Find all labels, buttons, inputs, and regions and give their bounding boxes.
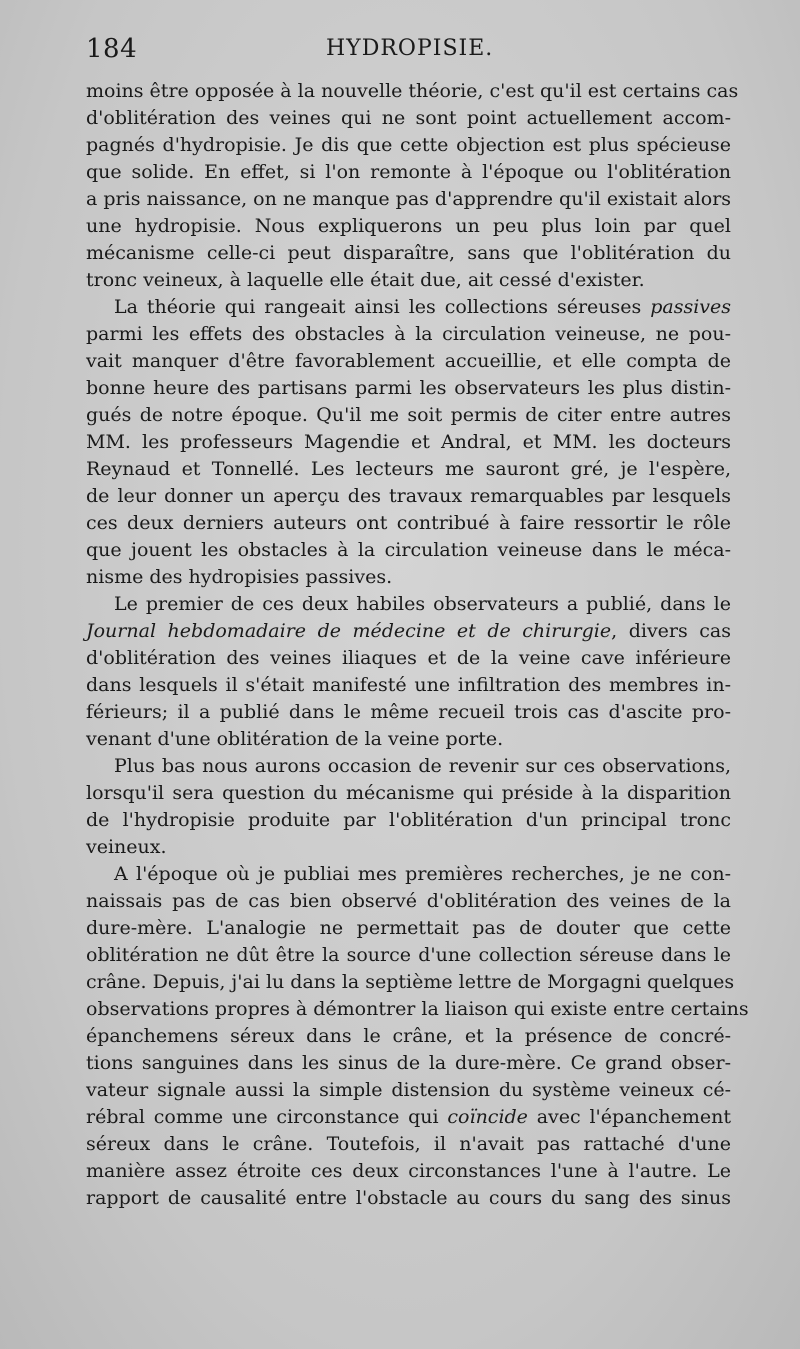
text-line: de l'hydropisie produite par l'oblitération d'un principal tronc [86, 809, 731, 831]
text-line: venant d'une oblitération de la veine porte. [86, 728, 504, 750]
text-line: crâne. Depuis, j'ai lu dans la septième lettre de Morgagni quelques [86, 971, 735, 993]
paragraph-3 [86, 591, 731, 753]
text-line: rapport de causalité entre l'obstacle au cours du sang des sinus [86, 1187, 731, 1209]
text-line: dans lesquels il s'était manifesté une infiltration des membres in- [86, 674, 731, 696]
text-line: manière assez étroite ces deux circonstances l'une à l'autre. Le [86, 1160, 731, 1182]
italic-term: passives [650, 296, 731, 318]
paragraph-1 [86, 78, 739, 294]
text-line [86, 294, 731, 321]
text-line: Plus bas nous aurons occasion de revenir sur ces observations, [114, 755, 731, 777]
text-line: que solide. En effet, si l'on remonte à l'époque ou l'oblitération [86, 161, 731, 183]
paragraph-4 [86, 753, 731, 861]
page-number: 184 [86, 34, 138, 64]
text-line: vateur signale aussi la simple distension du système veineux cé- [86, 1079, 731, 1101]
running-head: HYDROPISIE. [326, 36, 494, 61]
text-line: gués de notre époque. Qu'il me soit permis de citer entre autres [86, 404, 731, 426]
text-line: une hydropisie. Nous expliquerons un peu plus loin par quel [86, 215, 731, 237]
text-line: de leur donner un aperçu des travaux remarquables par lesquels [86, 485, 731, 507]
text-line: épanchemens séreux dans le crâne, et la présence de concré- [86, 1025, 731, 1047]
text-line: séreux dans le crâne. Toutefois, il n'avait pas rattaché d'une [86, 1133, 731, 1155]
text-line: Le premier de ces deux habiles observateurs a publié, dans le [114, 593, 731, 615]
text-line: dure-mère. L'analogie ne permettait pas de douter que cette [86, 917, 731, 939]
text-run: rébral comme une circonstance qui [86, 1106, 448, 1128]
text-line [86, 1104, 731, 1131]
paragraph-5 [86, 861, 749, 1212]
text-line: nisme des hydropisies passives. [86, 566, 393, 588]
text-run: La théorie qui rangeait ainsi les collections séreuses [114, 296, 651, 318]
text-line: férieurs; il a publié dans le même recueil trois cas d'ascite pro- [86, 701, 731, 723]
text-line: vait manquer d'être favorablement accueillie, et elle compta de [86, 350, 731, 372]
paragraph-2 [86, 294, 731, 591]
text-line: d'oblitération des veines qui ne sont point actuellement accom- [86, 107, 731, 129]
text-run: avec l'épanchement [527, 1106, 731, 1128]
text-line: observations propres à démontrer la liaison qui existe entre certains [86, 998, 749, 1020]
text-line: a pris naissance, on ne manque pas d'apprendre qu'il existait alors [86, 188, 732, 210]
text-line: moins être opposée à la nouvelle théorie, c'est qu'il est certains cas [86, 80, 739, 102]
text-line: Reynaud et Tonnellé. Les lecteurs me sauront gré, je l'espère, [86, 458, 731, 480]
text-line: oblitération ne dût être la source d'une collection séreuse dans le [86, 944, 731, 966]
text-line: tronc veineux, à laquelle elle était due, ait cessé d'exister. [86, 269, 645, 291]
text-line: d'oblitération des veines iliaques et de la veine cave inférieure [86, 647, 731, 669]
text-line: veineux. [86, 836, 167, 858]
text-line: tions sanguines dans les sinus de la dure-mère. Ce grand obser- [86, 1052, 731, 1074]
text-line: MM. les professeurs Magendie et Andral, et MM. les docteurs [86, 431, 731, 453]
text-line: A l'époque où je publiai mes premières recherches, je ne con- [114, 863, 731, 885]
text-line: pagnés d'hydropisie. Je dis que cette objection est plus spécieuse [86, 134, 731, 156]
text-line: mécanisme celle-ci peut disparaître, sans que l'oblitération du [86, 242, 731, 264]
text-line: parmi les effets des obstacles à la circulation veineuse, ne pou- [86, 323, 731, 345]
page-header [86, 34, 731, 68]
body-text [86, 78, 749, 1212]
text-line: lorsqu'il sera question du mécanisme qui préside à la disparition [86, 782, 731, 804]
text-line [86, 618, 731, 645]
italic-term: coïncide [447, 1106, 528, 1128]
journal-title: Journal hebdomadaire de médecine et de chirurgie [86, 620, 612, 642]
text-line: ces deux derniers auteurs ont contribué à faire ressortir le rôle [86, 512, 731, 534]
text-line: que jouent les obstacles à la circulation veineuse dans le méca- [86, 539, 731, 561]
text-run: , divers cas [611, 620, 732, 642]
text-line: bonne heure des partisans parmi les observateurs les plus distin- [86, 377, 731, 399]
text-line: naissais pas de cas bien observé d'oblitération des veines de la [86, 890, 731, 912]
